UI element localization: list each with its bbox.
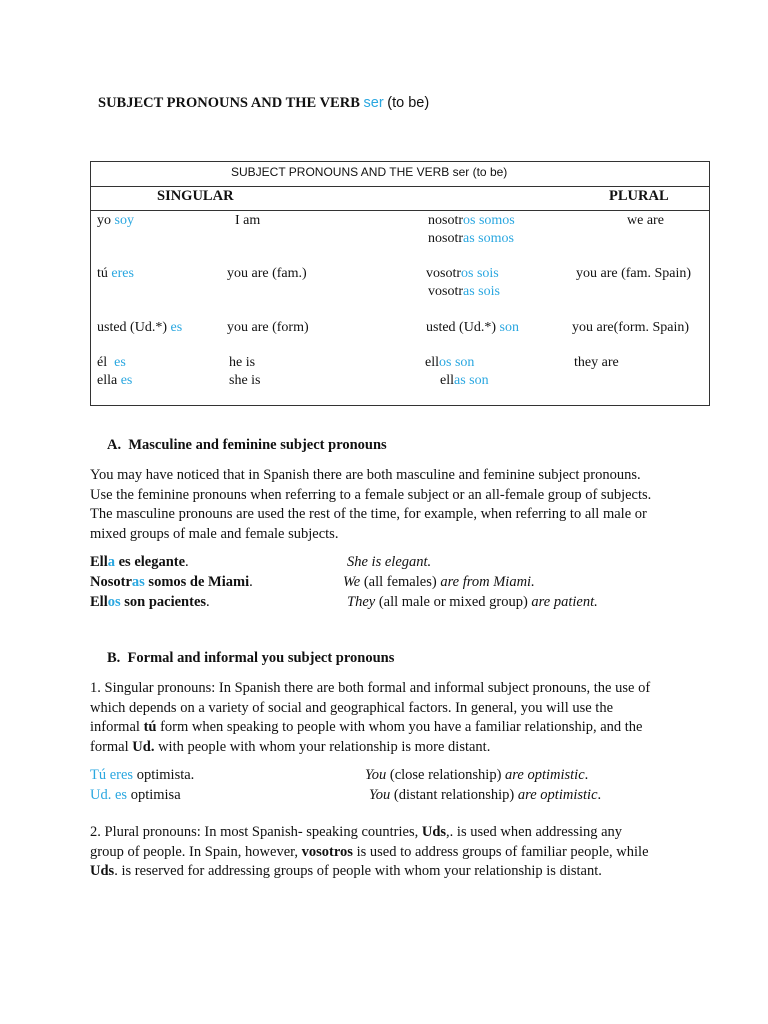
example-line: Nosotras somos de Miami. bbox=[90, 574, 253, 590]
table-row: usted (Ud.*) es bbox=[97, 320, 183, 335]
example-line: Ud. es optimisa bbox=[90, 787, 181, 803]
translation: you are (fam.) bbox=[227, 266, 307, 281]
translation: you are (fam. Spain) bbox=[576, 266, 692, 281]
plural-form: vosotras sois bbox=[428, 284, 500, 299]
example-translation: We (all females) are from Miami. bbox=[343, 574, 535, 590]
plural-form: nosotros somos bbox=[428, 213, 515, 228]
plural-form: usted (Ud.*) son bbox=[426, 320, 519, 335]
translation: he is bbox=[229, 355, 256, 370]
table-row: ella es bbox=[97, 373, 133, 388]
translation: they are bbox=[574, 355, 619, 370]
example-line: Ellos son pacientes. bbox=[90, 594, 210, 610]
example-translation: She is elegant. bbox=[347, 554, 432, 570]
conjugation-table bbox=[90, 161, 710, 406]
translation: she is bbox=[229, 373, 261, 388]
title-gloss: (to be) bbox=[387, 95, 430, 111]
plural-form: vosotros sois bbox=[426, 266, 499, 281]
example-line: Ella es elegante. bbox=[90, 554, 189, 570]
example-line: Tú eres optimista. bbox=[90, 767, 195, 783]
table-row: tú eres bbox=[97, 266, 134, 281]
example-translation: You (close relationship) are optimistic. bbox=[365, 767, 589, 783]
title-verb: ser bbox=[363, 95, 384, 111]
section-a-paragraph: You may have noticed that in Spanish there are both masculine and feminine subject pronouns. Use the feminine pronouns when referring to a female subject or an all-female group of subjects. The masculine pronouns are used the rest of the time, for example, when referring to all male or mixed groups of male and female subjects. bbox=[90, 467, 652, 542]
table-row: él es bbox=[97, 355, 126, 370]
section-a-heading: A. Masculine and feminine subject pronouns bbox=[107, 437, 387, 453]
plural-form: ellas son bbox=[440, 373, 489, 388]
translation: we are bbox=[627, 213, 664, 228]
example-translation: They (all male or mixed group) are patient. bbox=[347, 594, 598, 610]
plural-form: ellos son bbox=[425, 355, 475, 370]
section-b-paragraph-2: 2. Plural pronouns: In most Spanish- speaking countries, Uds,. is used when addressing any group of people. In Spain, however, vosotros is used to address groups of familiar people, while Uds. is reserved for addressing groups of people with whom your relationship is distant. bbox=[90, 824, 649, 879]
section-b-heading: B. Formal and informal you subject pronouns bbox=[107, 650, 395, 666]
table-caption: SUBJECT PRONOUNS AND THE VERB ser (to be) bbox=[91, 162, 709, 187]
section-b-paragraph-1: 1. Singular pronouns: In Spanish there are both formal and informal subject pronouns, the use of which depends on a variety of social and geographical factors. In general, you will use the informal tú form when speaking to people with whom you have a familiar relationship, and the formal Ud. with people with whom your relationship is more distant. bbox=[90, 680, 651, 755]
table-row: yo soy bbox=[97, 213, 134, 228]
singular-header: SINGULAR bbox=[157, 188, 234, 204]
translation: you are(form. Spain) bbox=[572, 320, 690, 335]
page-title: SUBJECT PRONOUNS AND THE VERB ser (to be) bbox=[98, 95, 430, 111]
table-header-row bbox=[91, 186, 709, 211]
translation: I am bbox=[235, 213, 261, 228]
example-translation: You (distant relationship) are optimistic. bbox=[369, 787, 602, 803]
translation: you are (form) bbox=[227, 320, 309, 335]
plural-form: nosotras somos bbox=[428, 231, 514, 246]
plural-header: PLURAL bbox=[609, 188, 669, 204]
